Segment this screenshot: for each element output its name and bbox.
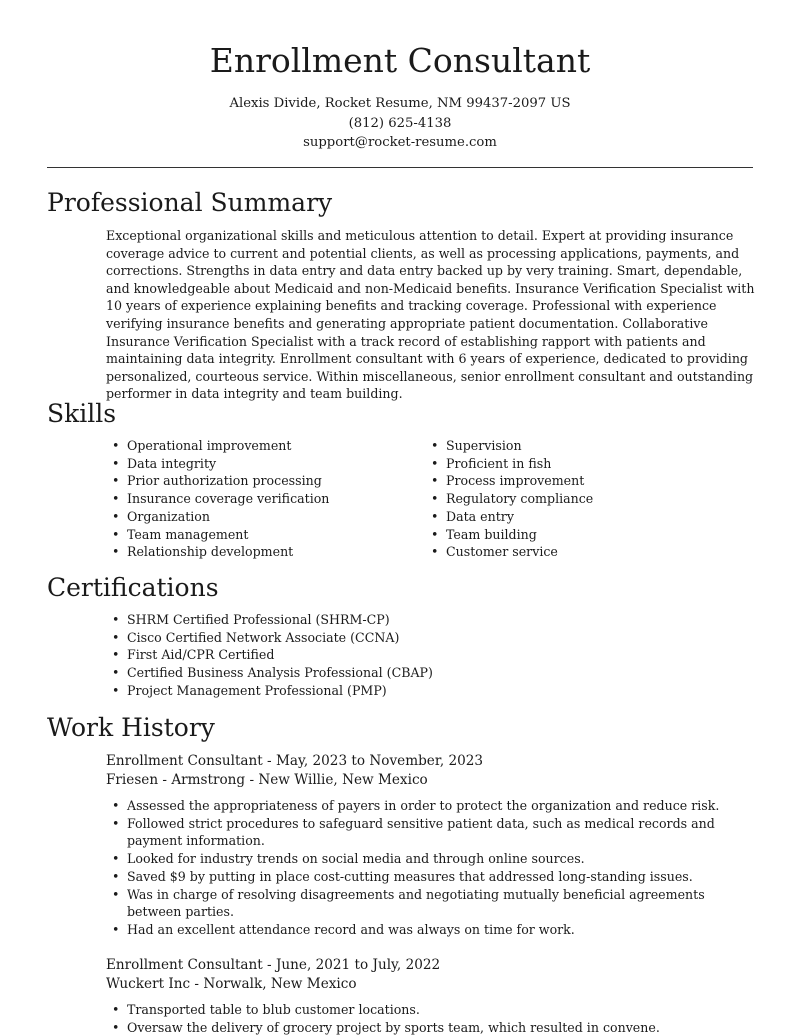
list-item: • Followed strict procedures to safeguard sensitive patient data, such as medical records and payment information. xyxy=(106,815,726,850)
work-history-heading: Work History xyxy=(47,713,215,742)
job-role: Enrollment Consultant xyxy=(106,753,263,769)
skills-heading: Skills xyxy=(47,399,117,428)
list-item: • Team management xyxy=(106,526,406,544)
list-item: • Process improvement xyxy=(425,472,725,490)
list-item: • First Aid/CPR Certified xyxy=(106,646,746,664)
list-item: • Data entry xyxy=(425,508,725,526)
contact-email: support@rocket-resume.com xyxy=(303,135,497,150)
job-title-line xyxy=(106,956,746,974)
job-dates: - June, 2021 to July, 2022 xyxy=(262,957,441,973)
contact-phone: (812) 625-4138 xyxy=(348,115,452,131)
list-item: • Proficient in fish xyxy=(425,455,725,473)
list-item: • Organization xyxy=(106,508,406,526)
contact-block xyxy=(0,94,800,153)
job-role: Enrollment Consultant xyxy=(106,957,263,973)
job-company: Friesen - Armstrong xyxy=(106,772,246,788)
list-item: • SHRM Certified Professional (SHRM-CP) xyxy=(106,611,746,629)
job-location: - Norwalk, New Mexico xyxy=(190,976,357,992)
skills-list-left xyxy=(106,437,406,561)
list-item: • Insurance coverage verification xyxy=(106,490,406,508)
list-item: • Transported table to blub customer locations. xyxy=(106,1001,726,1019)
page-title: Enrollment Consultant xyxy=(209,41,591,80)
job-bullets xyxy=(106,1001,726,1036)
list-item: • Oversaw the delivery of grocery project by sports team, which resulted in convene. xyxy=(106,1019,726,1036)
list-item: • Saved $9 by putting in place cost-cutting measures that addressed long-standing issues. xyxy=(106,868,726,886)
list-item: • Supervision xyxy=(425,437,725,455)
list-item: • Relationship development xyxy=(106,543,406,561)
summary-text: Exceptional organizational skills and meticulous attention to detail. Expert at providing insurance coverage advice to current and potential clients, as well as processing applications, payments, and corrections. Strengths in data entry and data entry backed up by very training. Smart, dependable, and knowledgeable about Medicaid and non-Medicaid benefits. Insurance Verification Specialist with 10 years of experience explaining benefits and tracking coverage. Professional with experience verifying insurance benefits and generating appropriate patient documentation. Collaborative Insurance Verification Specialist with a track record of establishing rapport with patients and maintaining data integrity. Enrollment consultant with 6 years of experience, dedicated to providing personalized, courteous service. Within miscellaneous, senior enrollment consultant and outstanding performer in data integrity and team building. xyxy=(106,228,755,402)
list-item: • Operational improvement xyxy=(106,437,406,455)
list-item: • Certified Business Analysis Professional (CBAP) xyxy=(106,664,746,682)
list-item: • Had an excellent attendance record and was always on time for work. xyxy=(106,921,726,939)
list-item: • Data integrity xyxy=(106,455,406,473)
list-item: • Looked for industry trends on social media and through online sources. xyxy=(106,850,726,868)
skills-list-right xyxy=(425,437,725,561)
list-item: • Assessed the appropriateness of payers in order to protect the organization and reduce risk. xyxy=(106,797,726,815)
list-item: • Team building xyxy=(425,526,725,544)
job-dates: - May, 2023 to November, 2023 xyxy=(262,753,484,769)
job-bullets xyxy=(106,797,726,939)
job-company-line xyxy=(106,771,746,789)
header-divider xyxy=(47,167,753,168)
list-item: • Regulatory compliance xyxy=(425,490,725,508)
job-company: Wuckert Inc xyxy=(106,976,191,992)
summary-heading: Professional Summary xyxy=(47,188,333,217)
contact-address: Alexis Divide, Rocket Resume, NM 99437-2097 US xyxy=(229,96,571,111)
list-item: • Cisco Certified Network Associate (CCNA) xyxy=(106,629,746,647)
certifications-list xyxy=(106,611,746,700)
list-item: • Customer service xyxy=(425,543,725,561)
list-item: • Prior authorization processing xyxy=(106,472,406,490)
job-location: - New Willie, New Mexico xyxy=(245,772,428,788)
job-title-line xyxy=(106,752,746,770)
job-company-line xyxy=(106,975,746,993)
list-item: • Project Management Professional (PMP) xyxy=(106,682,746,700)
list-item: • Was in charge of resolving disagreements and negotiating mutually beneficial agreements between parties. xyxy=(106,886,726,921)
certifications-heading: Certifications xyxy=(47,573,219,602)
